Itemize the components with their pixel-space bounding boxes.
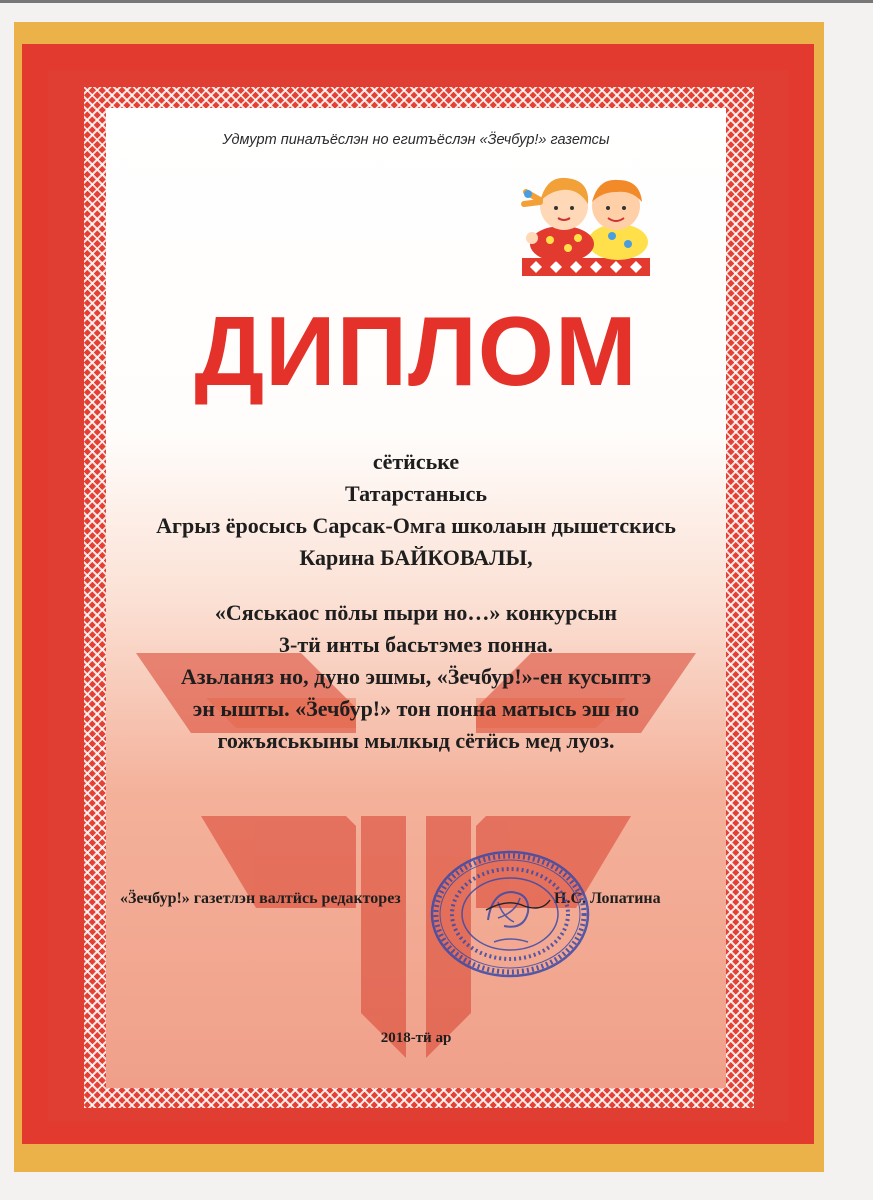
wish-line-1: Азьланяз но, дуно эшмы, «Ӟечбур!»-ен кусыптэ [180,664,652,689]
place-line: 3-тӥ инты басьтэмез понна. [279,632,553,657]
school-line: Агрыз ёросысь Сарсак-Омга школаын дышетскись [156,513,676,538]
contest-line: «Сяськаос пӧлы пыри но…» конкурсын [214,600,618,625]
diploma-title: ДИПЛОМ [194,296,638,406]
scan-edge [0,0,873,3]
diploma-year: 2018-тӥ ар [380,1030,452,1046]
signature-role: «Ӟечбур!» газетлэн валтӥсь редакторез [120,890,401,907]
recipient-name: Карина БАЙКОВАЛЫ, [299,545,533,570]
wish-line-2: эн ышты. «Ӟечбур!» тон понна матысь эш но [192,696,640,721]
signature-name: Н.С. Лопатина [554,890,661,907]
award-line: сётӥське [372,449,460,474]
diploma-paper [106,108,726,1088]
diploma-body [106,446,726,757]
official-stamp [428,848,592,980]
region-line: Татарстанысь [345,481,487,506]
children-illustration [520,172,652,278]
spacer [106,574,726,597]
wish-line-3: гожъяськыны мылкыд сётӥсь мед луоз. [217,728,615,753]
newspaper-header: Удмурт пиналъёслэн но егитъёслэн «Ӟечбур!» газетсы [222,132,610,148]
